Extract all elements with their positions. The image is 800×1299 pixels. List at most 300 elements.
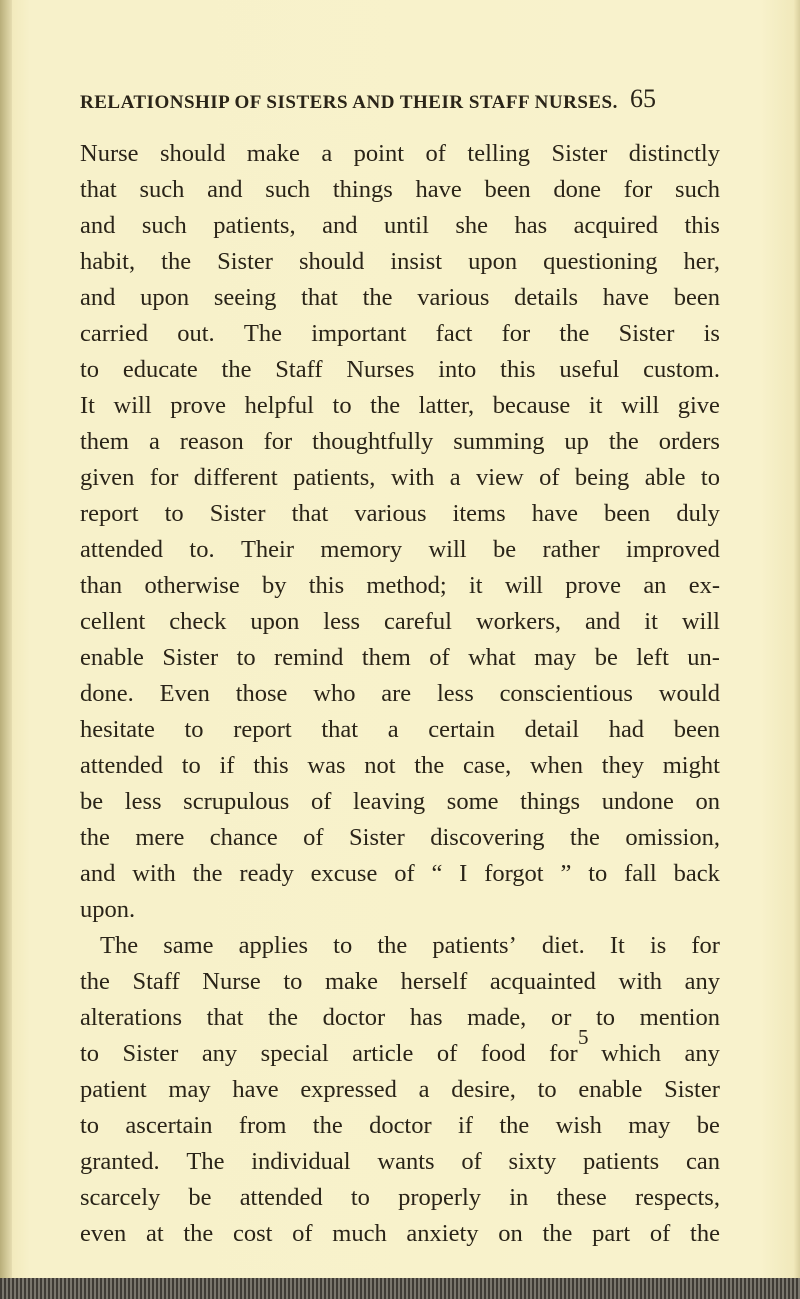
word: the bbox=[499, 1112, 530, 1139]
text-line bbox=[80, 928, 720, 964]
word: this bbox=[253, 752, 289, 779]
word: to bbox=[80, 356, 100, 383]
word: what bbox=[468, 644, 516, 671]
text-line bbox=[80, 676, 720, 712]
word: less bbox=[124, 788, 162, 815]
word: to bbox=[164, 500, 184, 527]
word: habit, bbox=[80, 248, 136, 275]
word: seeing bbox=[213, 284, 277, 311]
word: remind bbox=[274, 644, 344, 671]
word: have bbox=[232, 1076, 279, 1103]
word: patients bbox=[582, 1148, 660, 1175]
text-line bbox=[80, 136, 720, 172]
word: reason bbox=[179, 428, 244, 455]
word: if bbox=[219, 752, 235, 779]
word: be bbox=[188, 1184, 212, 1211]
word: duly bbox=[676, 500, 720, 527]
word: by bbox=[261, 572, 287, 599]
word: applies bbox=[238, 932, 309, 959]
word: Sister bbox=[122, 1040, 179, 1067]
word: rather bbox=[542, 536, 600, 563]
word: cellent bbox=[80, 608, 146, 635]
word: mere bbox=[135, 824, 185, 851]
word: insist bbox=[390, 248, 443, 275]
word: will bbox=[681, 608, 720, 635]
word: The bbox=[243, 320, 282, 347]
word: Sister bbox=[162, 644, 219, 671]
word: the bbox=[559, 320, 590, 347]
text-line bbox=[80, 1216, 720, 1252]
word: improved bbox=[626, 536, 720, 563]
word: been bbox=[673, 284, 720, 311]
word: ascertain bbox=[125, 1112, 213, 1139]
word: left bbox=[636, 644, 669, 671]
word: have bbox=[602, 284, 650, 311]
text-line bbox=[80, 1144, 720, 1180]
word: Sister bbox=[209, 500, 266, 527]
word: the bbox=[569, 824, 600, 851]
word: Staff bbox=[132, 968, 180, 995]
text-line bbox=[80, 748, 720, 784]
word: which bbox=[601, 1040, 662, 1067]
word: and bbox=[584, 608, 621, 635]
word: is bbox=[649, 932, 667, 959]
word: less bbox=[323, 608, 361, 635]
word: who bbox=[313, 680, 356, 707]
word: them bbox=[80, 428, 129, 455]
word: that bbox=[80, 176, 117, 203]
word: any bbox=[201, 1040, 238, 1067]
word: such bbox=[675, 176, 720, 203]
word: to bbox=[80, 1112, 100, 1139]
word: back bbox=[673, 860, 720, 887]
word: done bbox=[553, 176, 602, 203]
word: of bbox=[461, 1148, 482, 1175]
word: report bbox=[233, 716, 292, 743]
word: her, bbox=[683, 248, 720, 275]
word: doctor bbox=[369, 1112, 432, 1139]
word: fall bbox=[624, 860, 657, 887]
word: Even bbox=[159, 680, 210, 707]
word: things bbox=[520, 788, 581, 815]
word: mention bbox=[639, 1004, 720, 1031]
word: leaving bbox=[353, 788, 426, 815]
word: of bbox=[303, 824, 324, 851]
word: Nurse bbox=[202, 968, 261, 995]
word: otherwise bbox=[144, 572, 240, 599]
word: until bbox=[383, 212, 429, 239]
word: an bbox=[643, 572, 667, 599]
word: some bbox=[446, 788, 499, 815]
text-line bbox=[80, 820, 720, 856]
word: various bbox=[354, 500, 427, 527]
word: the bbox=[690, 1220, 720, 1247]
word: can bbox=[685, 1148, 720, 1175]
word: from bbox=[238, 1112, 287, 1139]
word: excuse bbox=[310, 860, 378, 887]
word: case, bbox=[462, 752, 512, 779]
word: thoughtfully bbox=[312, 428, 434, 455]
word: into bbox=[438, 356, 477, 383]
word: even bbox=[80, 1220, 127, 1247]
word: done. bbox=[80, 680, 134, 707]
word: of bbox=[649, 1220, 671, 1247]
word: careful bbox=[383, 608, 452, 635]
page-edge bbox=[794, 0, 800, 1299]
word: things bbox=[332, 176, 393, 203]
word: upon bbox=[140, 284, 190, 311]
word: of bbox=[310, 788, 332, 815]
word: ready bbox=[239, 860, 294, 887]
word: it bbox=[468, 572, 483, 599]
word: custom. bbox=[643, 356, 720, 383]
word: alterations bbox=[80, 1004, 183, 1031]
word: I bbox=[459, 860, 468, 887]
word: this bbox=[500, 356, 536, 383]
word: be bbox=[594, 644, 618, 671]
word: undone bbox=[601, 788, 674, 815]
word: being bbox=[574, 464, 630, 491]
page-gutter-shadow bbox=[0, 0, 12, 1299]
word: educate bbox=[122, 356, 198, 383]
word: forgot bbox=[484, 860, 544, 887]
word: acquainted bbox=[489, 968, 596, 995]
word: on bbox=[498, 1220, 523, 1247]
word: than bbox=[80, 572, 123, 599]
word: Nurses bbox=[346, 356, 415, 383]
word: was bbox=[307, 752, 346, 779]
word: method; bbox=[366, 572, 447, 599]
word: questioning bbox=[543, 248, 658, 275]
word: those bbox=[235, 680, 288, 707]
word: for bbox=[691, 932, 720, 959]
word: the bbox=[268, 1004, 298, 1031]
text-line bbox=[80, 460, 720, 496]
text-line bbox=[80, 604, 720, 640]
scan-bottom-band bbox=[0, 1278, 800, 1299]
word: workers, bbox=[475, 608, 561, 635]
word: patient bbox=[80, 1076, 147, 1103]
word: point bbox=[353, 140, 405, 167]
word: has bbox=[514, 212, 548, 239]
word: enable bbox=[578, 1076, 643, 1103]
text-line bbox=[80, 1180, 720, 1216]
word: made, bbox=[467, 1004, 527, 1031]
word: may bbox=[534, 644, 577, 671]
word: had bbox=[608, 716, 645, 743]
word: fact bbox=[435, 320, 473, 347]
word: the bbox=[80, 968, 110, 995]
word: summing bbox=[453, 428, 545, 455]
word: any bbox=[684, 1040, 720, 1067]
word: for bbox=[263, 428, 293, 455]
word: much bbox=[332, 1220, 387, 1247]
word: has bbox=[409, 1004, 443, 1031]
word: view bbox=[476, 464, 524, 491]
word: to bbox=[350, 1184, 370, 1211]
text-line bbox=[80, 784, 720, 820]
word: article bbox=[352, 1040, 414, 1067]
word: such bbox=[265, 176, 311, 203]
word: Sister bbox=[551, 140, 608, 167]
text-line bbox=[80, 1000, 720, 1036]
word: memory bbox=[320, 536, 403, 563]
word: omission, bbox=[625, 824, 720, 851]
word: food bbox=[480, 1040, 526, 1067]
word: check bbox=[169, 608, 227, 635]
word: of bbox=[429, 644, 450, 671]
text-line bbox=[80, 352, 720, 388]
word: to bbox=[332, 392, 352, 419]
word: to bbox=[595, 1004, 616, 1031]
word: un- bbox=[687, 644, 720, 671]
word: the bbox=[542, 1220, 573, 1247]
word: will bbox=[113, 392, 152, 419]
word: ” bbox=[560, 860, 572, 887]
word: make bbox=[246, 140, 300, 167]
word: this bbox=[684, 212, 720, 239]
word: the bbox=[221, 356, 252, 383]
word: upon bbox=[468, 248, 518, 275]
word: patients, bbox=[293, 464, 376, 491]
word: at bbox=[145, 1220, 164, 1247]
word: a bbox=[387, 716, 399, 743]
text-line bbox=[80, 388, 720, 424]
word: of bbox=[425, 140, 446, 167]
word: may bbox=[628, 1112, 671, 1139]
word: The bbox=[186, 1148, 225, 1175]
word: to bbox=[283, 968, 303, 995]
word: desire, bbox=[451, 1076, 516, 1103]
word: them bbox=[361, 644, 411, 671]
word: out. bbox=[177, 320, 215, 347]
word: Sister bbox=[217, 248, 273, 275]
word: should bbox=[298, 248, 365, 275]
word: the bbox=[183, 1220, 214, 1247]
text-line bbox=[80, 640, 720, 676]
word: to bbox=[588, 860, 608, 887]
word: and bbox=[207, 176, 243, 203]
word: anxiety bbox=[406, 1220, 479, 1247]
page-number: 65 bbox=[630, 84, 656, 113]
word: to bbox=[537, 1076, 557, 1103]
word: latter, bbox=[418, 392, 475, 419]
page-header bbox=[0, 84, 800, 114]
word: if bbox=[458, 1112, 473, 1139]
word: any bbox=[684, 968, 720, 995]
word: scrupulous bbox=[183, 788, 290, 815]
word: carried bbox=[80, 320, 148, 347]
word: It bbox=[609, 932, 625, 959]
word: have bbox=[531, 500, 578, 527]
word: when bbox=[529, 752, 584, 779]
word: the bbox=[312, 1112, 343, 1139]
word: should bbox=[159, 140, 226, 167]
text-line bbox=[80, 496, 720, 532]
text-line bbox=[80, 568, 720, 604]
word: be bbox=[80, 788, 104, 815]
word: granted. bbox=[80, 1148, 160, 1175]
word: be bbox=[696, 1112, 720, 1139]
word: certain bbox=[428, 716, 495, 743]
word: the bbox=[80, 824, 110, 851]
word: to bbox=[700, 464, 720, 491]
word: will bbox=[504, 572, 543, 599]
word: telling bbox=[467, 140, 531, 167]
word: properly bbox=[398, 1184, 482, 1211]
word: wish bbox=[555, 1112, 602, 1139]
word: a bbox=[449, 464, 461, 491]
word: been bbox=[484, 176, 531, 203]
word: to bbox=[236, 644, 256, 671]
word: scarcely bbox=[80, 1184, 161, 1211]
text-line bbox=[80, 244, 720, 280]
word: doctor bbox=[322, 1004, 386, 1031]
text-line bbox=[80, 1036, 720, 1072]
word: of bbox=[539, 464, 560, 491]
word: attended bbox=[80, 536, 163, 563]
word: a bbox=[148, 428, 160, 455]
word: able bbox=[644, 464, 686, 491]
signature-mark: 5 bbox=[578, 1025, 589, 1049]
word: might bbox=[662, 752, 720, 779]
word: acquired bbox=[573, 212, 659, 239]
word: to bbox=[333, 932, 353, 959]
word: she bbox=[455, 212, 489, 239]
word: chance bbox=[209, 824, 278, 851]
word: It bbox=[80, 392, 95, 419]
word: of bbox=[292, 1220, 313, 1247]
word: different bbox=[193, 464, 278, 491]
word: been bbox=[604, 500, 651, 527]
word: for bbox=[501, 320, 531, 347]
word: with bbox=[390, 464, 435, 491]
word: sixty bbox=[508, 1148, 557, 1175]
word: with bbox=[132, 860, 176, 887]
word: enable bbox=[80, 644, 144, 671]
word: and bbox=[80, 860, 116, 887]
running-head: RELATIONSHIP OF SISTERS AND THEIR STAFF NURSES. bbox=[80, 92, 618, 113]
word: hesitate bbox=[80, 716, 155, 743]
word: diet. bbox=[541, 932, 585, 959]
word: useful bbox=[559, 356, 620, 383]
word: Sister bbox=[664, 1076, 720, 1103]
word: with bbox=[618, 968, 663, 995]
word: been bbox=[673, 716, 720, 743]
word: Staff bbox=[275, 356, 323, 383]
word: that bbox=[206, 1004, 244, 1031]
word: various bbox=[417, 284, 490, 311]
text-line: upon. bbox=[80, 896, 136, 923]
word: that bbox=[301, 284, 338, 311]
text-line bbox=[80, 964, 720, 1000]
word: special bbox=[260, 1040, 329, 1067]
text-line bbox=[80, 424, 720, 460]
word: respects, bbox=[634, 1184, 720, 1211]
word: the bbox=[377, 932, 408, 959]
word: given bbox=[80, 464, 135, 491]
word: the bbox=[370, 392, 401, 419]
word: for bbox=[149, 464, 179, 491]
word: is bbox=[703, 320, 720, 347]
word: part bbox=[592, 1220, 631, 1247]
word: in bbox=[509, 1184, 529, 1211]
word: that bbox=[291, 500, 329, 527]
word: patients’ bbox=[432, 932, 517, 959]
word: the bbox=[362, 284, 393, 311]
word: individual bbox=[251, 1148, 351, 1175]
word: ex- bbox=[688, 572, 720, 599]
word: have bbox=[415, 176, 462, 203]
text-line bbox=[80, 1108, 720, 1144]
word: be bbox=[492, 536, 517, 563]
word: Their bbox=[240, 536, 295, 563]
text-line bbox=[80, 532, 720, 568]
word: and bbox=[322, 212, 358, 239]
word: report bbox=[80, 500, 139, 527]
word: such bbox=[141, 212, 187, 239]
word: conscientious bbox=[499, 680, 633, 707]
word: the bbox=[414, 752, 445, 779]
word: herself bbox=[400, 968, 468, 995]
word: wants bbox=[377, 1148, 435, 1175]
word: attended bbox=[239, 1184, 323, 1211]
word: that bbox=[321, 716, 359, 743]
word: helpful bbox=[244, 392, 314, 419]
word: because bbox=[492, 392, 571, 419]
word: the bbox=[608, 428, 639, 455]
word: discovering bbox=[430, 824, 545, 851]
word: and bbox=[80, 212, 116, 239]
word: patients, bbox=[213, 212, 296, 239]
word: for bbox=[549, 1040, 578, 1067]
text-line bbox=[80, 316, 720, 352]
word: up bbox=[564, 428, 589, 455]
word: “ bbox=[431, 860, 443, 887]
word: give bbox=[677, 392, 720, 419]
word: items bbox=[452, 500, 506, 527]
word: on bbox=[695, 788, 720, 815]
word: to bbox=[80, 1040, 100, 1067]
word: for bbox=[623, 176, 653, 203]
word: such bbox=[139, 176, 185, 203]
word: Sister bbox=[618, 320, 675, 347]
word: will bbox=[428, 536, 467, 563]
word: make bbox=[324, 968, 379, 995]
word: upon bbox=[250, 608, 300, 635]
word: attended bbox=[80, 752, 163, 779]
word: prove bbox=[170, 392, 227, 419]
text-line bbox=[80, 172, 720, 208]
word: to. bbox=[189, 536, 215, 563]
word: of bbox=[436, 1040, 458, 1067]
word: these bbox=[556, 1184, 607, 1211]
text-line bbox=[80, 208, 720, 244]
word: to bbox=[181, 752, 201, 779]
body-text bbox=[80, 136, 720, 1252]
word: are bbox=[381, 680, 412, 707]
word: prove bbox=[565, 572, 622, 599]
word: details bbox=[514, 284, 579, 311]
word: and bbox=[80, 284, 116, 311]
word: will bbox=[621, 392, 660, 419]
word: not bbox=[364, 752, 396, 779]
word: less bbox=[437, 680, 474, 707]
text-line bbox=[80, 856, 720, 892]
word: same bbox=[163, 932, 214, 959]
word: orders bbox=[658, 428, 720, 455]
word: of bbox=[394, 860, 415, 887]
